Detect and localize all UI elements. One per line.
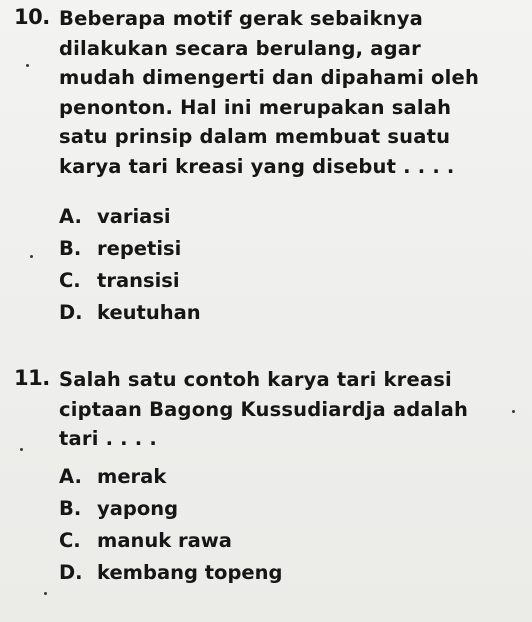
option-b[interactable] bbox=[59, 493, 282, 525]
paper-speck bbox=[44, 592, 47, 595]
option-d[interactable] bbox=[59, 297, 201, 329]
paper-speck bbox=[26, 64, 29, 67]
option-letter: B. bbox=[59, 497, 82, 520]
option-letter: D. bbox=[59, 561, 83, 584]
question-text: Beberapa motif gerak sebaiknya dilakukan secara berulang, agar mudah dimengerti dan dipahami oleh penonton. Hal ini merupakan salah satu prinsip dalam membuat suatu karya tari kreasi yang disebut . . . . bbox=[59, 7, 480, 178]
option-b[interactable] bbox=[59, 233, 201, 265]
paper-speck bbox=[20, 448, 23, 451]
option-letter: C. bbox=[59, 529, 81, 552]
option-text: transisi bbox=[97, 269, 180, 292]
question-10 bbox=[14, 4, 514, 344]
option-text: variasi bbox=[97, 205, 171, 228]
option-letter: A. bbox=[59, 465, 82, 488]
option-c[interactable] bbox=[59, 265, 201, 297]
option-a[interactable] bbox=[59, 461, 282, 493]
option-letter: C. bbox=[59, 269, 81, 292]
paper-speck bbox=[30, 255, 33, 258]
question-text: Salah satu contoh karya tari kreasi ciptaan Bagong Kussudiardja adalah tari . . . . bbox=[59, 368, 469, 450]
option-letter: D. bbox=[59, 301, 83, 324]
option-d[interactable] bbox=[59, 557, 282, 589]
question-number: 11. bbox=[14, 366, 50, 390]
option-text: repetisi bbox=[97, 237, 182, 260]
answer-options bbox=[59, 201, 201, 329]
option-letter: B. bbox=[59, 237, 82, 260]
option-c[interactable] bbox=[59, 525, 282, 557]
option-text: yapong bbox=[97, 497, 179, 520]
option-text: keutuhan bbox=[97, 301, 201, 324]
option-text: kembang topeng bbox=[97, 561, 283, 584]
question-number: 10. bbox=[14, 5, 50, 29]
answer-options bbox=[59, 461, 282, 589]
option-letter: A. bbox=[59, 205, 82, 228]
option-a[interactable] bbox=[59, 201, 201, 233]
question-11 bbox=[14, 365, 514, 615]
option-text: manuk rawa bbox=[97, 529, 232, 552]
option-text: merak bbox=[97, 465, 167, 488]
paper-speck bbox=[512, 410, 515, 413]
